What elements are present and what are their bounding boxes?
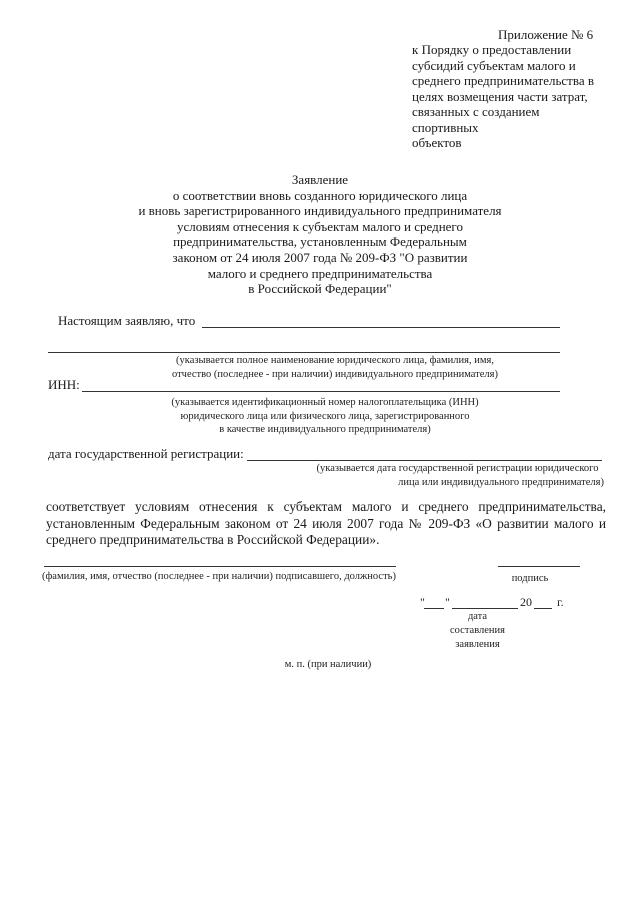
signature-field[interactable] xyxy=(498,566,580,567)
hint-line: юридического лица или физического лица, зарегистрированного xyxy=(180,410,470,422)
signer-field[interactable] xyxy=(44,566,396,567)
heading-line: о соответствии вновь созданного юридического лица xyxy=(172,187,468,203)
hint-line: заявления xyxy=(455,639,500,650)
hint-line: лица или индивидуального предпринимателя) xyxy=(398,476,604,488)
appendix-line: целях возмещения части затрат, xyxy=(412,88,588,104)
inn-field[interactable] xyxy=(82,391,560,392)
hint-line: (указывается идентификационный номер налогоплательщика (ИНН) xyxy=(171,397,479,408)
date-quote-close: " xyxy=(445,595,450,609)
hint-line: в качестве индивидуального предпринимателя) xyxy=(219,424,431,435)
inn-label: ИНН: xyxy=(48,377,80,392)
date-year-prefix: 20 xyxy=(520,595,532,609)
appendix-line: субсидий субъектам малого и xyxy=(412,57,576,73)
registration-date-field[interactable] xyxy=(247,460,602,461)
date-month-field[interactable] xyxy=(452,608,518,609)
inn-hint xyxy=(160,396,490,437)
appendix-reference xyxy=(412,42,608,151)
date-hint xyxy=(435,610,520,652)
hint-line: (указывается полное наименование юридического лица, фамилия, имя, xyxy=(176,355,494,366)
registration-hint xyxy=(305,462,610,489)
stamp-placeholder: м. п. (при наличии) xyxy=(284,659,372,670)
appendix-line: среднего предпринимательства в xyxy=(412,73,594,88)
date-year-field[interactable] xyxy=(534,608,552,609)
signer-hint: (фамилия, имя, отчество (последнее - при наличии) подписавшего, должность) xyxy=(42,571,396,582)
heading-line: предпринимательства, установленным Федеральным xyxy=(173,234,467,250)
appendix-line: к Порядку о предоставлении xyxy=(412,42,572,57)
heading-line: Заявление xyxy=(291,172,349,187)
heading-line: законом от 24 июля 2007 года № 209-ФЗ "О развитии xyxy=(172,249,468,265)
hint-line: отчество (последнее - при наличии) индивидуального предпринимателя) xyxy=(171,368,498,380)
hint-line: дата xyxy=(467,611,488,622)
hint-line: (указывается дата государственной регистрации юридического xyxy=(316,463,599,474)
appendix-line: объектов xyxy=(412,135,462,150)
registration-date-label: дата государственной регистрации: xyxy=(48,446,244,461)
compliance-statement: соответствует условиям отнесения к субъектам малого и среднего предпринимательства, установленным Федеральным законом от 24 июля 2007 года № 209-ФЗ «О развитии малого и среднего предпринимательства в Российской Федерации». xyxy=(46,499,606,547)
document-heading xyxy=(120,172,520,297)
heading-line: условиям отнесения к субъектам малого и среднего xyxy=(177,218,463,234)
appendix-title: Приложение № 6 xyxy=(498,27,594,42)
hint-line: составления xyxy=(450,625,505,636)
date-day-field[interactable] xyxy=(424,608,444,609)
signature-hint: подпись xyxy=(511,573,549,584)
appendix-line: связанных с созданием спортивных xyxy=(412,104,540,135)
date-quote-open: " xyxy=(420,595,425,609)
heading-line: и вновь зарегистрированного индивидуального предпринимателя xyxy=(138,203,502,219)
heading-line: малого и среднего предпринимательства xyxy=(207,265,433,281)
applicant-name-field[interactable] xyxy=(202,327,560,328)
name-hint xyxy=(130,354,540,381)
heading-line: в Российской Федерации" xyxy=(248,281,392,297)
declare-label: Настоящим заявляю, что xyxy=(58,313,196,328)
date-year-suffix: г. xyxy=(557,595,564,609)
applicant-name-field-continued[interactable] xyxy=(48,352,560,353)
